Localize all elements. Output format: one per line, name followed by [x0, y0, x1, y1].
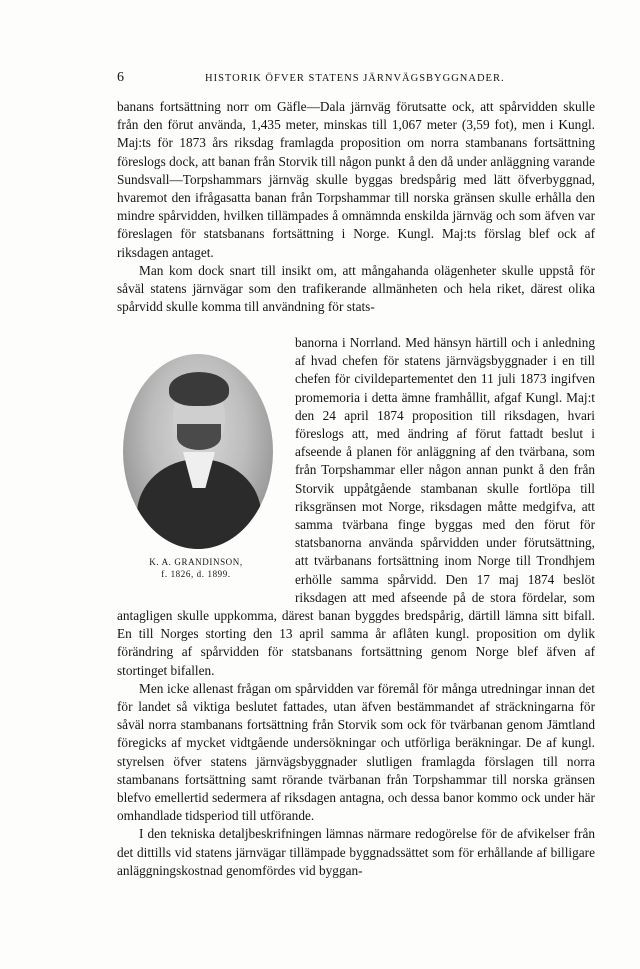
- paragraph: Man kom dock snart till insikt om, att mångahanda olägenheter skulle uppstå för såväl statens järnvägar som den trafikerande allmänheten och hela riket, därest olika spårvidd skulle komma till användning för stats-: [117, 262, 595, 315]
- paragraph: Men icke allenast frågan om spårvidden var föremål för många utredningar innan det för landet så viktiga beslutet fattades, utan äfven bestämmandet af sträckningarna för såväl norra stambanans fortsättning från Storvik som ock för tvärbanan genom Jämtland föregicks af mycket vidtgående undersökningar och utförliga beräkningar. De af kungl. styrelsen öfver statens järnvägsbyggnader slutligen framlagda förslagen till norra stambanans fortsättning samt rörande tvärbanan från Torpshammar till norska gränsen blefvo emellertid sedermera af riksdagen antagna, och dessa banor kommo ock under här omhandlade tidsperiod till utförande.: [117, 680, 595, 824]
- paragraph: banans fortsättning norr om Gäfle—Dala järnväg förutsatte ock, att spårvidden skulle från den förut använda, 1,435 meter, minskas till 1,067 meter (3,59 fot), men i Kungl. Maj:ts för 1873 års riksdag framlagda proposition om norra stambanans fortsättning föreslogs dock, att banan från Storvik till någon punkt å den då under anläggning varande Sundsvall—Torpshammars järnväg skulle byggas bredspårig med lätt öfverbyggnad, hvaremot den ifrågasatta banan från Torpshammar till norska gränsen skulle erhålla den mindre spårvidden, hvilken tillämpades å omnämnda enskilda järnväg och som äfven var föreslagen för statsbanans fortsättning i Norge. Kungl. Maj:ts förslag blef ock af riksdagen antaget.: [117, 99, 595, 260]
- running-header: [117, 70, 597, 90]
- paragraph: I den tekniska detaljbeskrifningen lämnas närmare redogörelse för de afvikelser från det dittills vid statens järnvägar tillämpade byggnadssättet som för erhållande af billigare anläggningskostnad genomfördes vid byggan-: [117, 826, 595, 878]
- caption-dates: f. 1826, d. 1899.: [161, 569, 231, 579]
- portrait-photo: [123, 354, 273, 549]
- figure-caption: [117, 556, 275, 580]
- paragraph: banorna i Norrland. Med hänsyn härtill och i anledning af hvad chefen för statens järnvägsbyggnader i en till chefen för civildepartementet den 11 juli 1873 ingifven promemoria i detta ämne framhållit, afgaf Kungl. Maj:t den 24 april 1874 proposition till riksdagen, hvari föreslogs att, med ändring af förut fattadt beslut i afseende å planen för anläggning af den tvärbana, som från Torpshammar eller någon annan punkt å den från Storvik uppåtgående stambanan skulle fortlöpa till riksgränsen mot Norge, riksdagen måtte medgifva, att samma tvärbana finge byggas med den förut för statsbanorna använda spårvidden under förutsättning, att tvärbanans fortsättning inom Norge till Trondhjem erhölle samma spårvidd. Den 17 maj 1874 beslöt riksdagen att med afseende på de stora fördelar, som antagligen skulle uppkomma, därest banan byggdes bredspårig, därtill lämna sitt bifall. En till Norges storting den 13 april samma år aflåten kungl. proposition om dylik förändring af spårvidden för statsbanans fortsättning genom Norge blef äfven af stortinget bifallen.: [117, 335, 595, 678]
- page-number: 6: [117, 70, 124, 85]
- running-title: HISTORIK ÖFVER STATENS JÄRNVÄGSBYGGNADER.: [205, 73, 505, 84]
- portrait-figure: [117, 334, 275, 600]
- caption-name: K. A. GRANDINSON,: [149, 557, 243, 567]
- body-text-with-figure: [117, 334, 595, 880]
- body-text-top: [117, 98, 595, 316]
